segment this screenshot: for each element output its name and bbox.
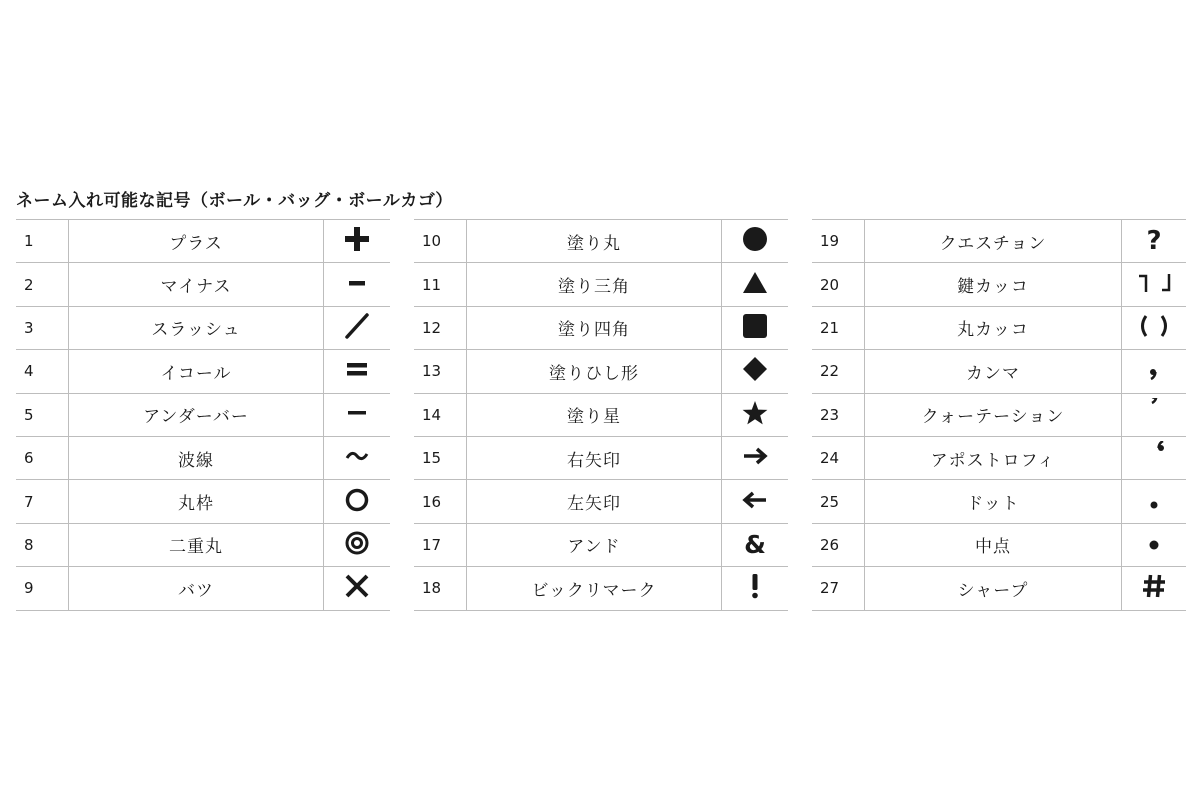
symbol-cell (324, 436, 391, 479)
symbol-cell (1122, 220, 1187, 263)
page-title: ネーム入れ可能な記号（ボール・バッグ・ボールカゴ） (16, 191, 453, 211)
apostrophe-icon (1122, 441, 1186, 475)
symbol-name: スラッシュ (69, 306, 324, 349)
double-circle-icon (324, 528, 390, 562)
symbol-cell (324, 480, 391, 523)
symbol-name: 丸カッコ (865, 306, 1122, 349)
symbol-cell (1122, 523, 1187, 566)
cross-icon (324, 571, 390, 605)
symbol-cell (722, 480, 789, 523)
table-row (414, 480, 788, 523)
symbol-name: 塗り星 (467, 393, 722, 436)
dot-icon (1122, 485, 1186, 519)
symbol-name: アポストロフィ (865, 436, 1122, 479)
filled-square-icon (722, 311, 788, 345)
table-row (414, 436, 788, 479)
table-row (16, 567, 390, 610)
sharp-icon (1122, 571, 1186, 605)
table-row (16, 306, 390, 349)
symbol-number: 16 (414, 480, 467, 523)
table-row (414, 567, 788, 610)
symbol-number: 20 (812, 263, 865, 306)
symbol-number: 3 (16, 306, 69, 349)
symbol-cell (722, 393, 789, 436)
exclamation-icon (722, 571, 788, 605)
table-row (16, 393, 390, 436)
filled-circle-icon (722, 224, 788, 258)
symbol-number: 14 (414, 393, 467, 436)
right-arrow-icon (722, 441, 788, 475)
symbol-cell (722, 523, 789, 566)
symbol-cell (324, 263, 391, 306)
symbol-cell (1122, 567, 1187, 610)
filled-star-icon (722, 398, 788, 432)
symbol-number: 27 (812, 567, 865, 610)
table-row (812, 393, 1186, 436)
symbol-name: 左矢印 (467, 480, 722, 523)
symbol-name: イコール (69, 350, 324, 393)
circle-outline-icon (324, 485, 390, 519)
symbol-number: 13 (414, 350, 467, 393)
symbol-cell (324, 220, 391, 263)
symbol-number: 11 (414, 263, 467, 306)
parentheses-icon (1122, 311, 1186, 345)
symbol-name: 塗り四角 (467, 306, 722, 349)
symbol-cell (324, 350, 391, 393)
symbol-cell (324, 523, 391, 566)
symbol-number: 4 (16, 350, 69, 393)
symbol-name: 塗り丸 (467, 220, 722, 263)
corner-brackets-icon (1122, 268, 1186, 302)
plus-icon (324, 224, 390, 258)
table-row (16, 263, 390, 306)
symbol-number: 12 (414, 306, 467, 349)
symbol-number: 6 (16, 436, 69, 479)
symbol-cell (722, 567, 789, 610)
symbol-name: ドット (865, 480, 1122, 523)
symbol-cell (722, 220, 789, 263)
symbol-cell (1122, 480, 1187, 523)
symbol-cell (1122, 393, 1187, 436)
symbol-number: 8 (16, 523, 69, 566)
symbol-number: 2 (16, 263, 69, 306)
symbol-name: クエスチョン (865, 220, 1122, 263)
filled-triangle-icon (722, 268, 788, 302)
symbol-number: 19 (812, 220, 865, 263)
table-row (414, 523, 788, 566)
svg-text:&: & (744, 529, 766, 558)
table-row (16, 436, 390, 479)
wave-icon (324, 441, 390, 475)
symbol-number: 10 (414, 220, 467, 263)
table-row (812, 436, 1186, 479)
symbol-number: 15 (414, 436, 467, 479)
ampersand-icon (722, 528, 788, 562)
table-row (812, 220, 1186, 263)
symbol-number: 24 (812, 436, 865, 479)
symbol-name: 鍵カッコ (865, 263, 1122, 306)
table-row (414, 393, 788, 436)
symbol-number: 25 (812, 480, 865, 523)
symbol-name: 二重丸 (69, 523, 324, 566)
symbol-cell (722, 350, 789, 393)
table-row (16, 350, 390, 393)
symbol-cell (722, 306, 789, 349)
symbol-cell (1122, 350, 1187, 393)
table-row (812, 306, 1186, 349)
symbol-cell (324, 306, 391, 349)
symbol-cell (722, 263, 789, 306)
symbol-name: プラス (69, 220, 324, 263)
table-row (414, 306, 788, 349)
question-icon (1122, 224, 1186, 258)
table-row (812, 480, 1186, 523)
table-row (16, 480, 390, 523)
symbol-name: 波線 (69, 436, 324, 479)
symbol-name: アンダーバー (69, 393, 324, 436)
symbol-name: 塗り三角 (467, 263, 722, 306)
symbol-number: 7 (16, 480, 69, 523)
symbol-cell (1122, 263, 1187, 306)
symbol-name: 中点 (865, 523, 1122, 566)
symbol-number: 17 (414, 523, 467, 566)
symbol-name: バツ (69, 567, 324, 610)
symbol-name: 右矢印 (467, 436, 722, 479)
table-row (16, 523, 390, 566)
symbol-number: 23 (812, 393, 865, 436)
underbar-icon (324, 398, 390, 432)
symbol-number: 9 (16, 567, 69, 610)
symbol-table-3 (812, 219, 1186, 611)
quotation-icon (1122, 398, 1186, 432)
symbol-name: マイナス (69, 263, 324, 306)
table-row (414, 263, 788, 306)
table-row (16, 220, 390, 263)
symbol-name: クォーテーション (865, 393, 1122, 436)
symbol-number: 18 (414, 567, 467, 610)
minus-icon (324, 268, 390, 302)
symbol-number: 1 (16, 220, 69, 263)
table-row (812, 350, 1186, 393)
symbol-number: 26 (812, 523, 865, 566)
symbol-table-1 (16, 219, 390, 611)
table-row (812, 263, 1186, 306)
filled-diamond-icon (722, 354, 788, 388)
table-row (414, 220, 788, 263)
symbol-cell (722, 436, 789, 479)
middle-dot-icon (1122, 528, 1186, 562)
symbol-cell (324, 567, 391, 610)
symbol-number: 21 (812, 306, 865, 349)
symbol-table-2 (414, 219, 788, 611)
symbol-name: シャープ (865, 567, 1122, 610)
symbol-name: カンマ (865, 350, 1122, 393)
symbol-cell (1122, 306, 1187, 349)
symbol-name: アンド (467, 523, 722, 566)
table-row (812, 523, 1186, 566)
svg-text:?: ? (1146, 226, 1162, 255)
table-row (414, 350, 788, 393)
comma-icon (1122, 354, 1186, 388)
equals-icon (324, 354, 390, 388)
symbol-number: 5 (16, 393, 69, 436)
symbol-cell (1122, 436, 1187, 479)
left-arrow-icon (722, 485, 788, 519)
slash-icon (324, 311, 390, 345)
symbol-name: 丸枠 (69, 480, 324, 523)
symbol-name: ビックリマーク (467, 567, 722, 610)
symbol-name: 塗りひし形 (467, 350, 722, 393)
symbol-cell (324, 393, 391, 436)
symbol-number: 22 (812, 350, 865, 393)
table-row (812, 567, 1186, 610)
